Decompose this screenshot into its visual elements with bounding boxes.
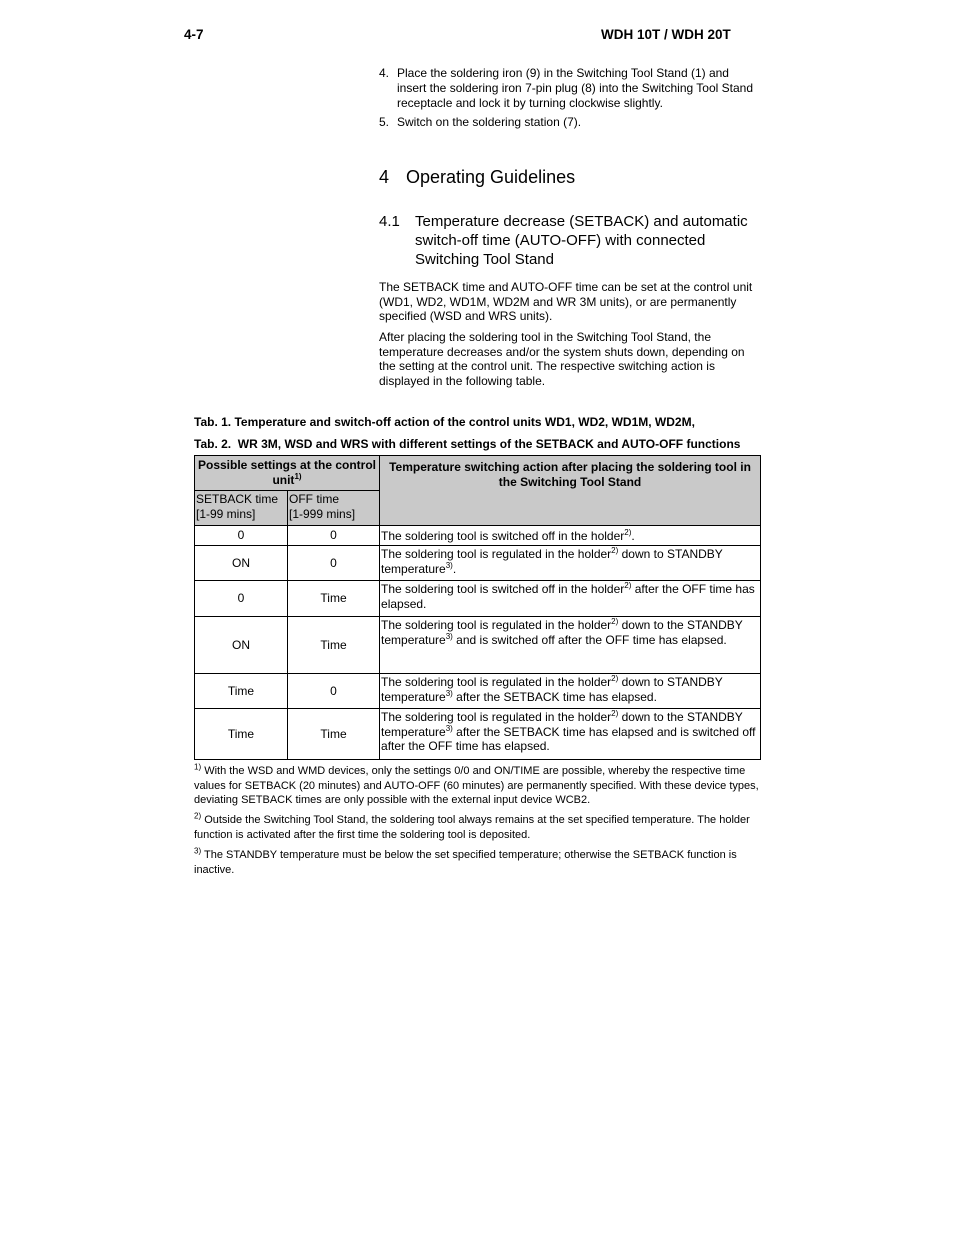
cell-action: The soldering tool is regulated in the holder$^{2)}$ down to STANDBY temperature$^{3)}$ after the SETBACK time has elapsed. [380,674,761,709]
cell-off-time: 0 [288,546,380,581]
table-row [195,546,761,581]
step-text: Switch on the soldering station (7). [397,115,582,129]
table-caption [194,437,740,451]
instruction-steps [379,66,761,134]
step-number: 5. [379,115,390,129]
cell-setback: 0 [195,581,288,617]
table-row [195,581,761,617]
cell-action: The soldering tool is switched off in the holder$^{2)}$. [380,526,761,546]
cell-off-time: 0 [288,674,380,709]
table-row [195,674,761,709]
column-header-setback: SETBACK time [1-99 mins] [195,491,288,526]
cell-action: The soldering tool is switched off in the holder$^{2)}$ after the OFF time has elapsed. [380,581,761,617]
caption-text: Temperature and switch-off action of the control units WD1, WD2, WD1M, WD2M, [234,415,695,429]
cell-setback: ON [195,546,288,581]
caption-label: Tab. 1. [194,415,232,429]
body-paragraph: After placing the soldering tool in the Switching Tool Stand, the temperature decreases and/or the system shuts down, depending on the setting at the control unit. The respective switching action is displayed in the following table. [379,330,745,389]
cell-action: The soldering tool is regulated in the holder$^{2)}$ down to the STANDBY temperature$^{3)}$ and is switched off after the OFF time has elapsed. [380,617,761,674]
table-caption [194,415,695,429]
cell-off-time: 0 [288,526,380,546]
section-number: 4 [379,167,390,187]
subsection-title: Temperature decrease (SETBACK) and automatic switch-off time (AUTO-OFF) with connected Switching Tool Stand [415,213,748,268]
caption-text: WR 3M, WSD and WRS with different settings of the SETBACK and AUTO-OFF functions [237,437,741,451]
footnote-mark: 2) [194,811,202,821]
section-heading [379,167,575,188]
footnote [194,764,762,808]
table-row [195,709,761,760]
subsection-heading [379,212,761,269]
table-header-settings: Possible settings at the control unit$^{1)}$ [195,456,380,491]
cell-off-time: Time [288,617,380,674]
step-item [379,115,761,130]
page-number: 4-7 [184,27,204,42]
footnote-text: The STANDBY temperature must be below the set specified temperature; otherwise the SETBACK function is inactive. [194,849,737,876]
document-model: WDH 10T / WDH 20T [601,27,731,42]
cell-setback: Time [195,709,288,760]
cell-action: The soldering tool is regulated in the holder$^{2)}$ down to STANDBY temperature$^{3)}$. [380,546,761,581]
cell-setback: Time [195,674,288,709]
body-paragraph: The SETBACK time and AUTO-OFF time can be set at the control unit (WD1, WD2, WD1M, WD2M and WR 3M units), or are permanently specified (WSD and WRS units). [379,280,753,324]
column-header-off: OFF time [1-999 mins] [288,491,380,526]
footnote-mark: 1) [194,762,202,772]
caption-label: Tab. 2. [194,437,232,451]
cell-off-time: Time [288,581,380,617]
section-title: Operating Guidelines [406,167,576,187]
cell-setback: ON [195,617,288,674]
footnote-mark: 3) [194,846,202,856]
footnote [194,813,762,842]
footnote [194,848,762,877]
subsection-number: 4.1 [379,213,400,230]
table-row [195,617,761,674]
footnote-text: Outside the Switching Tool Stand, the soldering tool always remains at the set specified temperature. The holder function is activated after the first time the soldering tool is deposited. [194,814,750,841]
step-number: 4. [379,66,390,80]
step-text: Place the soldering iron (9) in the Switching Tool Stand (1) and insert the soldering iron 7-pin plug (8) into the Switching Tool Stand receptacle and lock it by turning clockwise slightly. [397,66,753,110]
table-header-action: Temperature switching action after placing the soldering tool in the Switching Tool Stand [380,456,761,526]
footnote-text: With the WSD and WMD devices, only the settings 0/0 and ON/TIME are possible, whereby the respective time values for SETBACK (20 minutes) and AUTO-OFF (60 minutes) are permanently specified. With these device types, deviating SETBACK times are only possible with the external input device WCB2. [194,765,759,807]
settings-table [194,455,761,760]
cell-off-time: Time [288,709,380,760]
cell-action: The soldering tool is regulated in the holder$^{2)}$ down to the STANDBY temperature$^{3)}$ after the SETBACK time has elapsed and is switched off after the OFF time has elapsed. [380,709,761,760]
cell-setback: 0 [195,526,288,546]
table-row [195,526,761,546]
step-item [379,66,761,111]
